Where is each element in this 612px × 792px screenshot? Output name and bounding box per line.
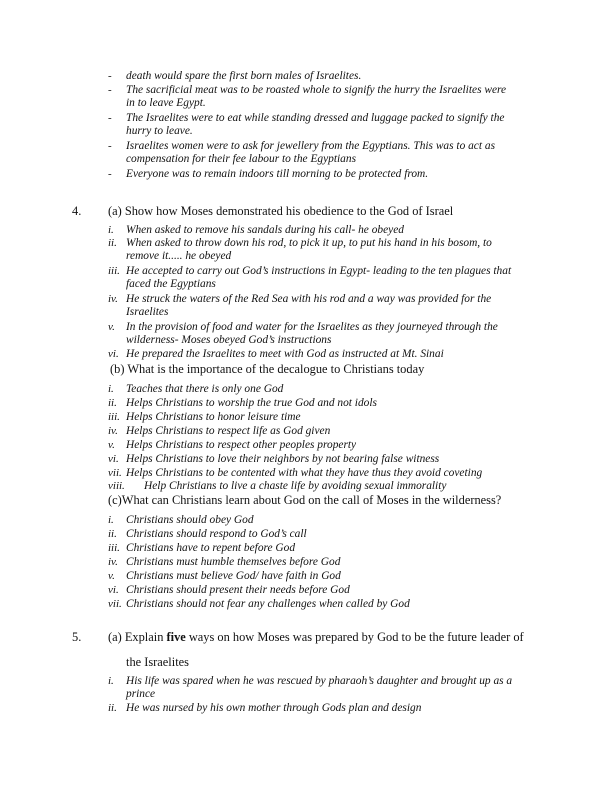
list-marker: ii. [108, 702, 117, 714]
list-marker: iii. [108, 265, 120, 277]
answer-item: In the provision of food and water for the Israelites as they journeyed through the [126, 321, 498, 333]
question-number: 5. [72, 630, 82, 644]
list-marker: ii. [108, 237, 117, 249]
list-marker: iv. [108, 425, 118, 437]
list-marker: vii. [108, 598, 122, 610]
list-marker: v. [108, 321, 115, 333]
list-item: The Israelites were to eat while standing dressed and luggage packed to signify the [126, 112, 505, 124]
list-marker: i. [108, 383, 114, 395]
answer-item: Christians should respond to God’s call [126, 528, 307, 540]
list-marker: iii. [108, 411, 120, 423]
answer-item: His life was spared when he was rescued by pharaoh’s daughter and brought up as a [126, 675, 513, 687]
question-suffix: ways on how Moses was prepared by God to be the future leader of [185, 630, 524, 644]
list-item-continuation: hurry to leave. [126, 125, 193, 137]
answer-item: Helps Christians to worship the true God and not idols [126, 397, 377, 409]
answer-item: Helps Christians to respect life as God given [126, 425, 331, 437]
answer-item-continuation: remove it..... he obeyed [126, 250, 232, 262]
list-marker: viii. [108, 480, 125, 492]
answer-item-continuation: wilderness- Moses obeyed God’s instructions [126, 334, 332, 346]
list-marker: - [108, 140, 112, 152]
question-emphasis: five [166, 630, 186, 644]
list-marker: i. [108, 224, 114, 236]
question-prefix: (a) Explain [108, 630, 167, 644]
list-marker: vi. [108, 348, 119, 360]
answer-item: Teaches that there is only one God [126, 383, 284, 395]
answer-item: He was nursed by his own mother through Gods plan and design [126, 702, 422, 714]
list-item: Israelites women were to ask for jewellery from the Egyptians. This was to act as [126, 140, 496, 152]
question-4a-text: (a) Show how Moses demonstrated his obedience to the God of Israel [108, 204, 454, 218]
answer-item: Christians have to repent before God [126, 542, 296, 554]
answer-item: When asked to remove his sandals during his call- he obeyed [126, 224, 404, 236]
answer-item: Christians should obey God [126, 514, 254, 526]
list-marker: v. [108, 439, 115, 451]
list-item-continuation: compensation for their fee labour to the Egyptians [126, 153, 356, 165]
answer-item: Help Christians to live a chaste life by avoiding sexual immorality [144, 480, 447, 492]
answer-item: Helps Christians to respect other peoples property [126, 439, 357, 451]
list-marker: i. [108, 675, 114, 687]
answer-item: Christians should not fear any challenges when called by God [126, 598, 410, 610]
question-5a-continuation: the Israelites [126, 655, 189, 669]
answer-item: Helps Christians to love their neighbors by not bearing false witness [126, 453, 440, 465]
list-item: Everyone was to remain indoors till morning to be protected from. [126, 168, 429, 180]
list-marker: iv. [108, 556, 118, 568]
question-4b-text: (b) What is the importance of the decalogue to Christians today [110, 362, 425, 376]
answer-item-continuation: prince [126, 688, 156, 700]
answer-item: Christians must humble themselves before God [126, 556, 341, 568]
list-marker: v. [108, 570, 115, 582]
answer-item-continuation: Israelites [126, 306, 169, 318]
list-marker: iii. [108, 542, 120, 554]
question-4c-text: (c)What can Christians learn about God on the call of Moses in the wilderness? [108, 493, 502, 507]
list-marker: - [108, 84, 112, 96]
answer-item: He struck the waters of the Red Sea with his rod and a way was provided for the [126, 293, 492, 305]
answer-item: Christians must believe God/ have faith in God [126, 570, 341, 582]
answer-item: Helps Christians to be contented with what they have thus they avoid coveting [126, 467, 483, 479]
answer-item: He accepted to carry out God’s instructions in Egypt- leading to the ten plagues that [126, 265, 512, 277]
list-item-continuation: in to leave Egypt. [126, 97, 206, 109]
list-marker: vi. [108, 453, 119, 465]
list-marker: vii. [108, 467, 122, 479]
list-marker: - [108, 112, 112, 124]
list-marker: ii. [108, 397, 117, 409]
question-number: 4. [72, 204, 82, 218]
answer-item: He prepared the Israelites to meet with God as instructed at Mt. Sinai [126, 348, 444, 360]
question-5a-text [108, 630, 524, 644]
answer-item: Helps Christians to honor leisure time [126, 411, 301, 423]
answer-item: Christians should present their needs before God [126, 584, 350, 596]
list-marker: iv. [108, 293, 118, 305]
list-marker: - [108, 168, 112, 180]
answer-item-continuation: faced the Egyptians [126, 278, 216, 290]
list-item: death would spare the first born males of Israelites. [126, 70, 362, 82]
list-item: The sacrificial meat was to be roasted whole to signify the hurry the Israelites were [126, 84, 507, 96]
list-marker: ii. [108, 528, 117, 540]
list-marker: vi. [108, 584, 119, 596]
answer-item: When asked to throw down his rod, to pick it up, to put his hand in his bosom, to [126, 237, 492, 249]
list-marker: - [108, 70, 112, 82]
list-marker: i. [108, 514, 114, 526]
